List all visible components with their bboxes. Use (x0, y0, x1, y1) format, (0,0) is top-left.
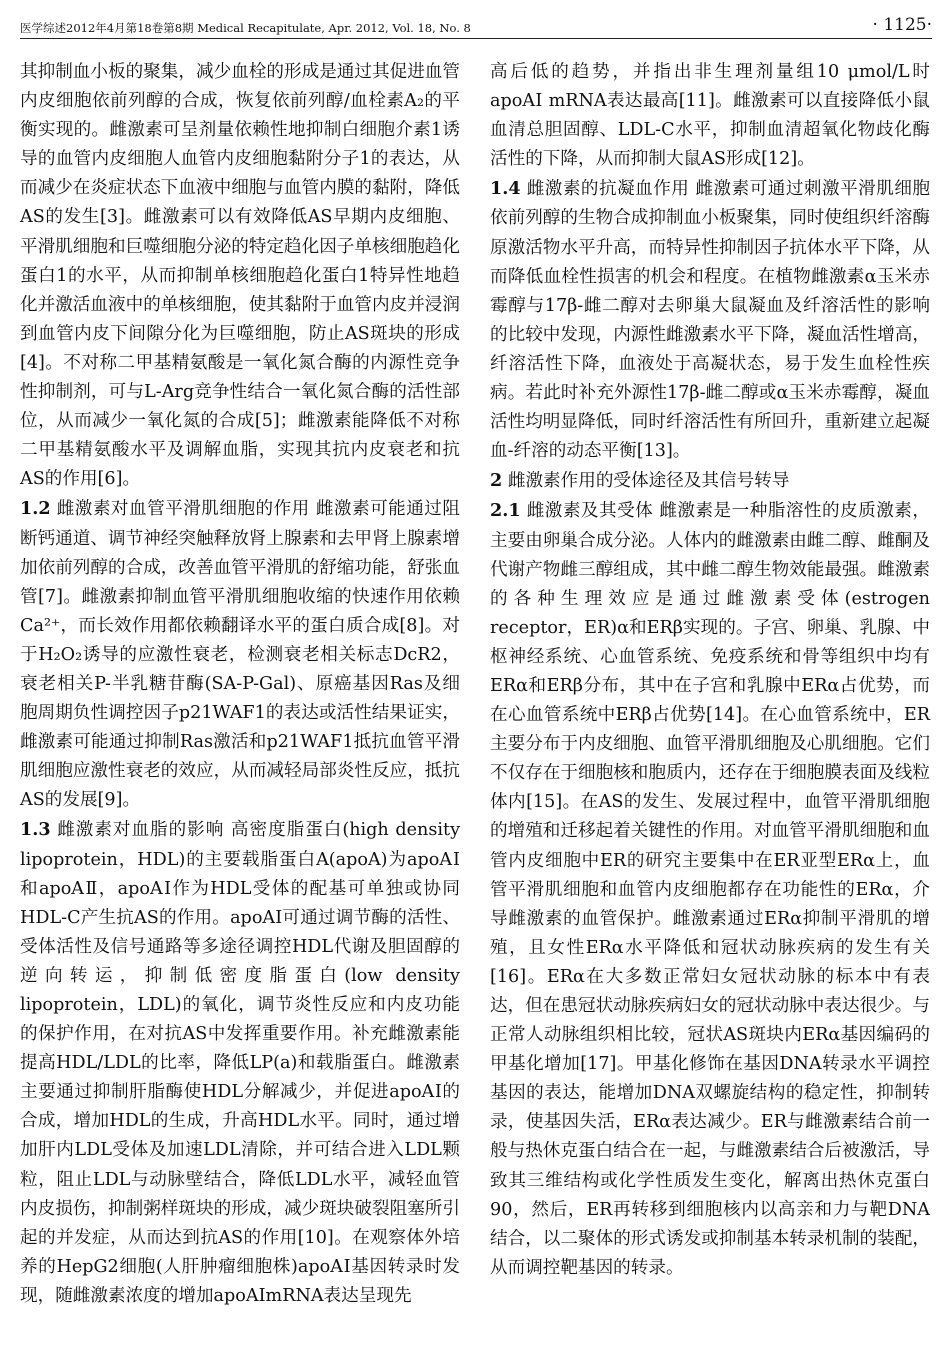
section-title: 雌激素的抗凝血作用 (526, 179, 690, 200)
section-number: 1.3 (20, 819, 51, 841)
section-body: 雌激素可能通过阻断钙通道、调节神经突触释放肾上腺素和去甲肾上腺素增加依前列醇的合成，改善血管平滑肌的舒缩功能，舒张血管[7]。雌激素抑制血管平滑肌细胞收缩的快速作用依赖Ca²⁺，而长效作用都依赖翻译水平的蛋白质合成[8]。对于H₂O₂诱导的应激性衰老，检测衰老相关标志DcR2，衰老相关P-半乳糖苷酶(SA-P-Gal)、原癌基因Ras及细胞周期负性调控因子p21WAF1的表达或活性结果证实，雌激素可能通过抑制Ras激活和p21WAF1抵抗血管平滑肌细胞应激性衰老的效应，从而减轻局部炎性反应，抵抗AS的发展[9]。 (20, 499, 460, 811)
paragraph-continuation: 高后低的趋势，并指出非生理剂量组10 μmol/L时apoAⅠ mRNA表达最高[11]。雌激素可以直接降低小鼠血清总胆固醇、LDL-C水平，抑制血清超氧化物歧化酶活性的下降，从而抑制大鼠AS形成[12]。 (490, 62, 930, 170)
section-1-3 (20, 815, 460, 1311)
paragraph-continuation: 其抑制血小板的聚集，减少血栓的形成是通过其促进血管内皮细胞依前列醇的合成，恢复依前列醇/血栓素A₂的平衡实现的。雌激素可呈剂量依赖性地抑制白细胞介素1诱导的血管内皮细胞人血管内皮细胞黏附分子1的表达，从而减少在炎症状态下血液中细胞与血管内膜的黏附，降低AS的发生[3]。雌激素可以有效降低AS早期内皮细胞、平滑肌细胞和巨噬细胞分泌的特定趋化因子单核细胞趋化蛋白1的水平，从而抑制单核细胞趋化蛋白1特异性地趋化并激活血液中的单核细胞，使其黏附于血管内皮并浸润到血管内皮下间隙分化为巨噬细胞，防止AS斑块的形成[4]。不对称二甲基精氨酸是一氧化氮合酶的内源性竞争性抑制剂，可与L-Arg竞争性结合一氧化氮合酶的活性部位，从而减少一氧化氮的合成[5]；雌激素能降低不对称二甲基精氨酸水平及调解血脂，实现其抗内皮衰老和抗AS的作用[6]。 (20, 62, 460, 490)
section-body: 雌激素是一种脂溶性的皮质激素，主要由卵巢合成分泌。人体内的雌激素由雌二醇、雌酮及代谢产物雌三醇组成，其中雌二醇生物效能最强。雌激素的各种生理效应是通过雌激素受体(estrogen receptor，ER)α和ERβ实现的。子宫、卵巢、乳腺、中枢神经系统、心血管系统、免疫系统和骨等组织中均有ERα和ERβ分布，其中在子宫和乳腺中ERα占优势，而在心血管系统中ERβ占优势[14]。在心血管系统中，ER主要分布于内皮细胞、血管平滑肌细胞及心肌细胞。它们不仅存在于细胞核和胞质内，还存在于细胞膜表面及线粒体内[15]。在AS的发生、发展过程中，血管平滑肌细胞的增殖和迁移起着关键性的作用。对血管平滑肌细胞和血管内皮细胞中ER的研究主要集中在ER亚型ERα上，血管平滑肌细胞和血管内皮细胞都存在功能性的ERα，介导雌激素的血管保护。雌激素通过ERα抑制平滑肌的增殖，且女性ERα水平降低和冠状动脉疾病的发生有关[16]。ERα在大多数正常妇女冠状动脉的标本中有表达，但在患冠状动脉疾病妇女的冠状动脉中表达很少。与正常人动脉组织相比较，冠状AS斑块内ERα基因编码的甲基化增加[17]。甲基化修饰在基因DNA转录水平调控基因的表达，能增加DNA双螺旋结构的稳定性，抑制转录，使基因失活，ERα表达减少。ER与雌激素结合前一般与热休克蛋白结合在一起，与雌激素结合后被激活，导致其三维结构或化学性质发生变化，解离出热休克蛋白90，然后，ER再转移到细胞核内以高亲和力与靶DNA结合，以二聚体的形式诱发或抑制基本转录机制的装配，从而调控靶基因的转录。 (490, 501, 930, 1278)
section-body: 高密度脂蛋白(high density lipoprotein，HDL)的主要载脂蛋白A(apoA)为apoAⅠ和apoAⅡ，apoAⅠ作为HDL受体的配基可单独或协同HDL-C产生抗AS的作用。apoAⅠ可通过调节酶的活性、受体活性及信号通路等多途径调控HDL代谢及胆固醇的逆向转运，抑制低密度脂蛋白(low density lipoprotein，LDL)的氧化，调节炎性反应和内皮功能的保护作用，在对抗AS中发挥重要作用。补充雌激素能提高HDL/LDL的比率，降低LP(a)和载脂蛋白。雌激素主要通过抑制肝脂酶使HDL分解减少，并促进apoAⅠ的合成，增加HDL的生成，升高HDL水平。同时，通过增加肝内LDL受体及加速LDL清除，并可结合进入LDL颗粒，阻止LDL与动脉壁结合，降低LDL水平，减轻血管内皮损伤，抑制粥样斑块的形成，减少斑块破裂阻塞所引起的并发症，从而达到抗AS的作用[10]。在观察体外培养的HepG2细胞(人肝肿瘤细胞株)apoAⅠ基因转录时发现，随雌激素浓度的增加apoAⅠmRNA表达呈现先 (20, 820, 461, 1306)
section-2-heading (490, 466, 930, 496)
section-2-1 (490, 496, 930, 1283)
running-header (20, 12, 932, 39)
right-column (490, 58, 930, 1283)
section-1-4 (490, 174, 930, 466)
section-number: 1.2 (20, 498, 51, 520)
section-number: 1.4 (490, 178, 521, 200)
left-column (20, 58, 460, 1311)
section-number: 2.1 (490, 500, 521, 522)
section-title: 雌激素及其受体 (526, 501, 654, 522)
section-body: 雌激素可通过刺激平滑肌细胞依前列醇的生物合成抑制血小板聚集，同时使组织纤溶酶原激活物水平升高，而特异性抑制因子抗体水平下降，从而降低血栓性损害的机会和程度。在植物雌激素α玉米赤霉醇与17β-雌二醇对去卵巢大鼠凝血及纤溶活性的影响的比较中发现，内源性雌激素水平下降，凝血活性增高，纤溶活性下降，血液处于高凝状态，易于发生血栓性疾病。若此时补充外源性17β-雌二醇或α玉米赤霉醇，凝血活性均明显降低，同时纤溶活性有所回升，重新建立起凝血-纤溶的动态平衡[13]。 (490, 179, 930, 462)
section-title: 雌激素对血管平滑肌细胞的作用 (56, 499, 310, 520)
journal-citation: 医学综述2012年4月第18卷第8期 Medical Recapitulate, Apr. 2012, Vol. 18, No. 8 (20, 21, 471, 35)
page-number: · 1125· (872, 15, 932, 35)
section-title: 雌激素作用的受体途径及其信号转导 (507, 471, 790, 492)
section-title: 雌激素对血脂的影响 (57, 820, 225, 841)
section-1-2 (20, 494, 460, 815)
section-number: 2 (490, 470, 503, 492)
